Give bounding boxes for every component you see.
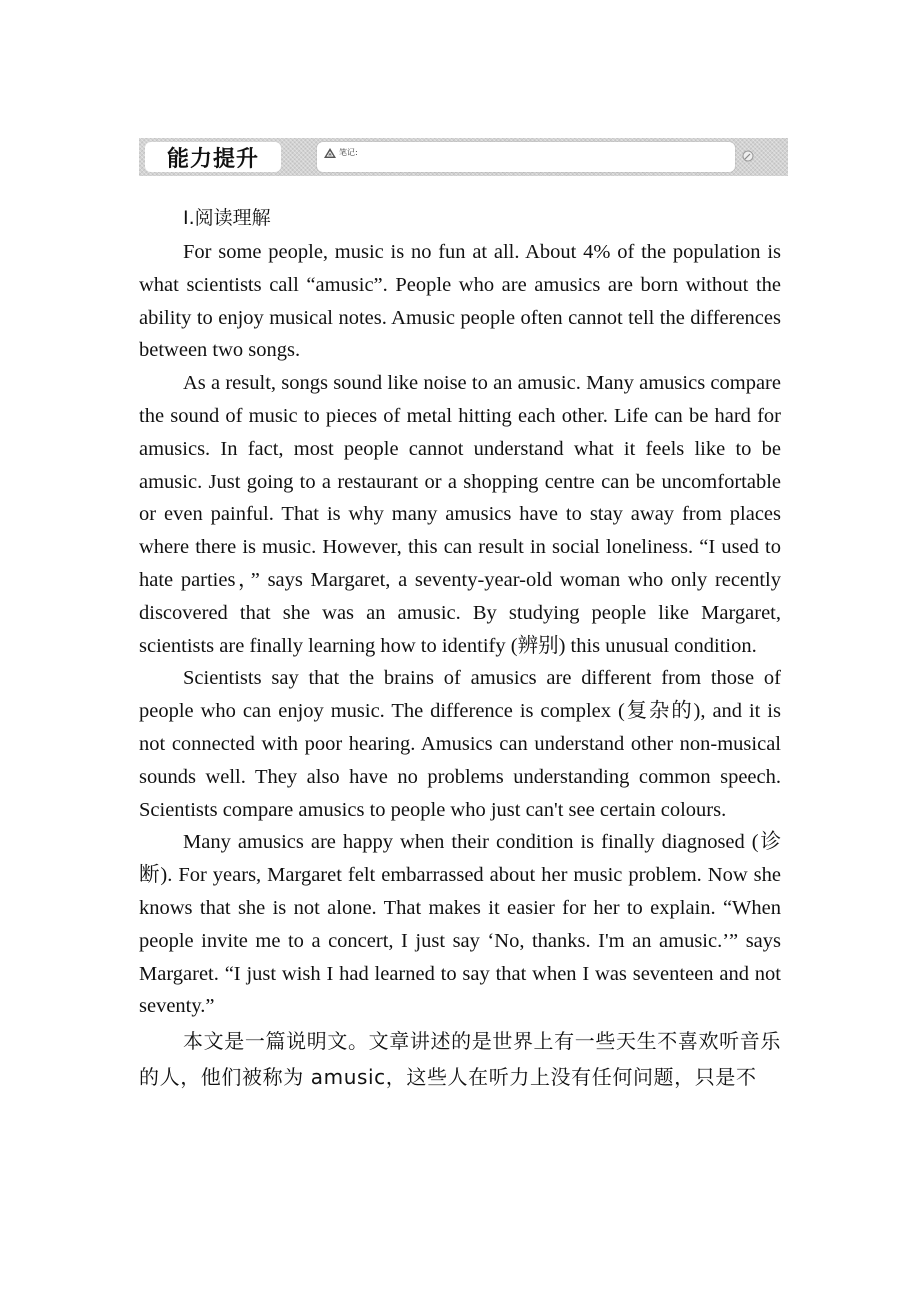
notes-field[interactable]	[317, 142, 735, 172]
passage-paragraph-3: Scientists say that the brains of amusics are different from those of people who can enjoy music. The difference is complex (复杂的), and it is not connected with poor hearing. Amusics can understand other non-musical sounds well. They also have no problems understanding common speech. Scientists compare amusics to people who just can't see certain colours.	[139, 667, 781, 821]
recycle-triangle-icon	[324, 148, 336, 158]
notes-label: 笔记:	[339, 148, 358, 157]
banner-title-box	[145, 142, 281, 172]
passage-paragraph-4: Many amusics are happy when their condition is finally diagnosed (诊断). For years, Margaret felt embarrassed about her music problem. Now she knows that she is not alone. That makes it easier for her to explain. “When people invite me to a concert, I just say ‘No, thanks. I'm an amusic.’” says Margaret. “I just wish I had learned to say that when I was seventeen and not seventy.”	[139, 831, 781, 1018]
section-banner	[139, 138, 788, 176]
reading-content	[139, 200, 781, 1095]
section-heading: Ⅰ.阅读理解	[183, 207, 271, 229]
passage-paragraph-2: As a result, songs sound like noise to an amusic. Many amusics compare the sound of music to pieces of metal hitting each other. Life can be hard for amusics. In fact, most people cannot understand what it feels like to be amusic. Just going to a restaurant or a shopping centre can be uncomfortable or even painful. That is why many amusics have to stay away from places where there is music. However, this can result in social loneliness. “I used to hate parties，” says Margaret, a seventy-year-old woman who only recently discovered that she was an amusic. By studying people like Margaret, scientists are finally learning how to identify (辨别) this unusual condition.	[139, 372, 781, 657]
passage-paragraph-1: For some people, music is no fun at all. About 4% of the population is what scientists call “amusic”. People who are amusics are born without the ability to enjoy musical notes. Amusic people often cannot tell the differences between two songs.	[139, 241, 781, 362]
banner-title: 能力提升	[166, 146, 259, 172]
passage-summary: 本文是一篇说明文。文章讲述的是世界上有一些天生不喜欢听音乐的人，他们被称为 amusic，这些人在听力上没有任何问题，只是不	[139, 1029, 781, 1090]
pin-icon	[742, 150, 754, 162]
